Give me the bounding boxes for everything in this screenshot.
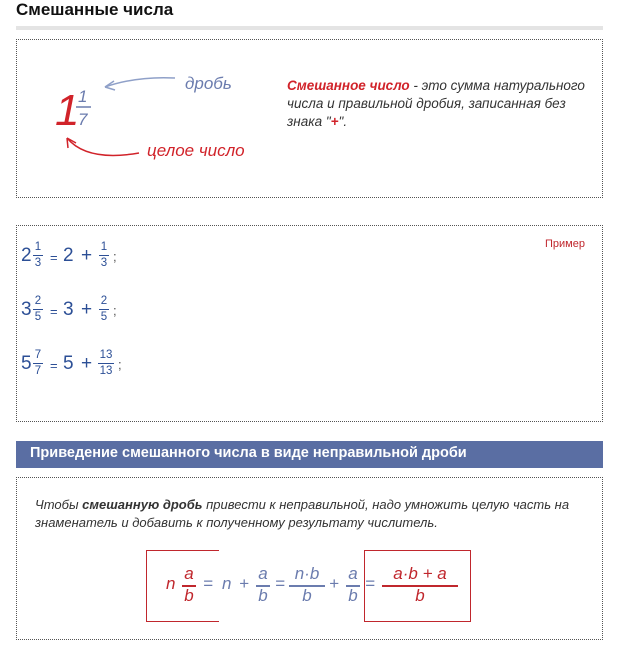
definition-term: Смешанное число — [287, 78, 410, 93]
fraction-bar — [33, 363, 43, 364]
formula-eq: = — [203, 574, 213, 593]
formula-plus: + — [329, 574, 339, 593]
diagram-numerator: 1 — [78, 87, 88, 106]
rule-emphasis: смешанную дробь — [82, 497, 203, 512]
mixed-numerator: 2 — [34, 295, 42, 307]
title-divider — [16, 26, 603, 30]
whole-part: 2 — [63, 245, 74, 266]
whole-part: 5 — [63, 353, 74, 374]
formula-n: n — [166, 574, 176, 593]
formula-a: a — [258, 564, 268, 583]
mixed-denominator: 3 — [34, 257, 42, 269]
rule-part2: привести к неправильной, надо умножить целую часть на знаменатель и добавить к полученному результату числитель. — [35, 497, 570, 530]
equals-sign: = — [50, 304, 58, 319]
formula-eq: = — [275, 574, 285, 593]
mixed-number-diagram — [17, 40, 277, 197]
examples-panel — [16, 225, 603, 422]
fraction-denominator: 13 — [99, 365, 113, 377]
fraction-bar — [99, 309, 109, 310]
fraction-bar — [99, 255, 109, 256]
diagram-whole: 1 — [55, 86, 80, 135]
mixed-whole: 2 — [21, 245, 32, 266]
semicolon: ; — [118, 357, 122, 372]
mixed-numerator: 7 — [34, 349, 42, 361]
formula-plus: + — [239, 574, 249, 593]
formula-n: n — [222, 574, 232, 593]
label-whole: целое число — [147, 141, 245, 160]
formula-b: b — [258, 586, 268, 605]
formula-result-denominator: b — [415, 586, 425, 605]
fraction-numerator: 13 — [99, 349, 113, 361]
fraction-arrow — [105, 78, 175, 87]
formula-a: a — [348, 564, 358, 583]
fraction-denominator: 5 — [100, 311, 108, 323]
whole-part: 3 — [63, 299, 74, 320]
formula-b: b — [302, 586, 312, 605]
definition-panel — [16, 39, 603, 198]
mixed-denominator: 7 — [34, 365, 42, 377]
plus-sign: + — [81, 299, 93, 320]
conversion-panel — [16, 477, 603, 640]
example-label: Пример — [545, 238, 585, 250]
mixed-whole: 5 — [21, 353, 32, 374]
semicolon: ; — [113, 303, 117, 318]
page-title: Смешанные числа — [16, 0, 174, 19]
rule-text — [35, 496, 585, 532]
fraction-bar — [98, 363, 114, 364]
fraction-denominator: 3 — [100, 257, 108, 269]
fraction-numerator: 1 — [100, 241, 108, 253]
formula-result-numerator: a·b + a — [393, 564, 447, 583]
formula-eq: = — [365, 574, 375, 593]
equals-sign: = — [50, 250, 58, 265]
diagram-denominator: 7 — [78, 110, 88, 129]
formula-b: b — [348, 586, 358, 605]
rule-part1: Чтобы — [35, 497, 83, 512]
mixed-numerator: 1 — [34, 241, 42, 253]
fraction-bar — [33, 309, 43, 310]
formula-a: a — [184, 564, 194, 583]
mixed-whole: 3 — [21, 299, 32, 320]
formula-b: b — [184, 586, 194, 605]
plus-sign: + — [81, 245, 93, 266]
formula-nb: n·b — [294, 564, 320, 583]
equals-sign: = — [50, 358, 58, 373]
definition-plus: + — [330, 114, 339, 129]
whole-arrow — [67, 138, 139, 155]
definition-text — [287, 77, 592, 131]
semicolon: ; — [113, 249, 117, 264]
mixed-denominator: 5 — [34, 311, 42, 323]
section-heading: Приведение смешанного числа в виде неправильной дроби — [16, 441, 603, 468]
plus-sign: + — [81, 353, 93, 374]
definition-body: - это сумма натурального числа и правильной дробия, записанная без знака " — [287, 78, 585, 129]
fraction-bar — [33, 255, 43, 256]
fraction-numerator: 2 — [100, 295, 108, 307]
label-fraction: дробь — [185, 74, 232, 93]
conversion-formula — [146, 550, 471, 622]
definition-end: ". — [338, 114, 348, 129]
